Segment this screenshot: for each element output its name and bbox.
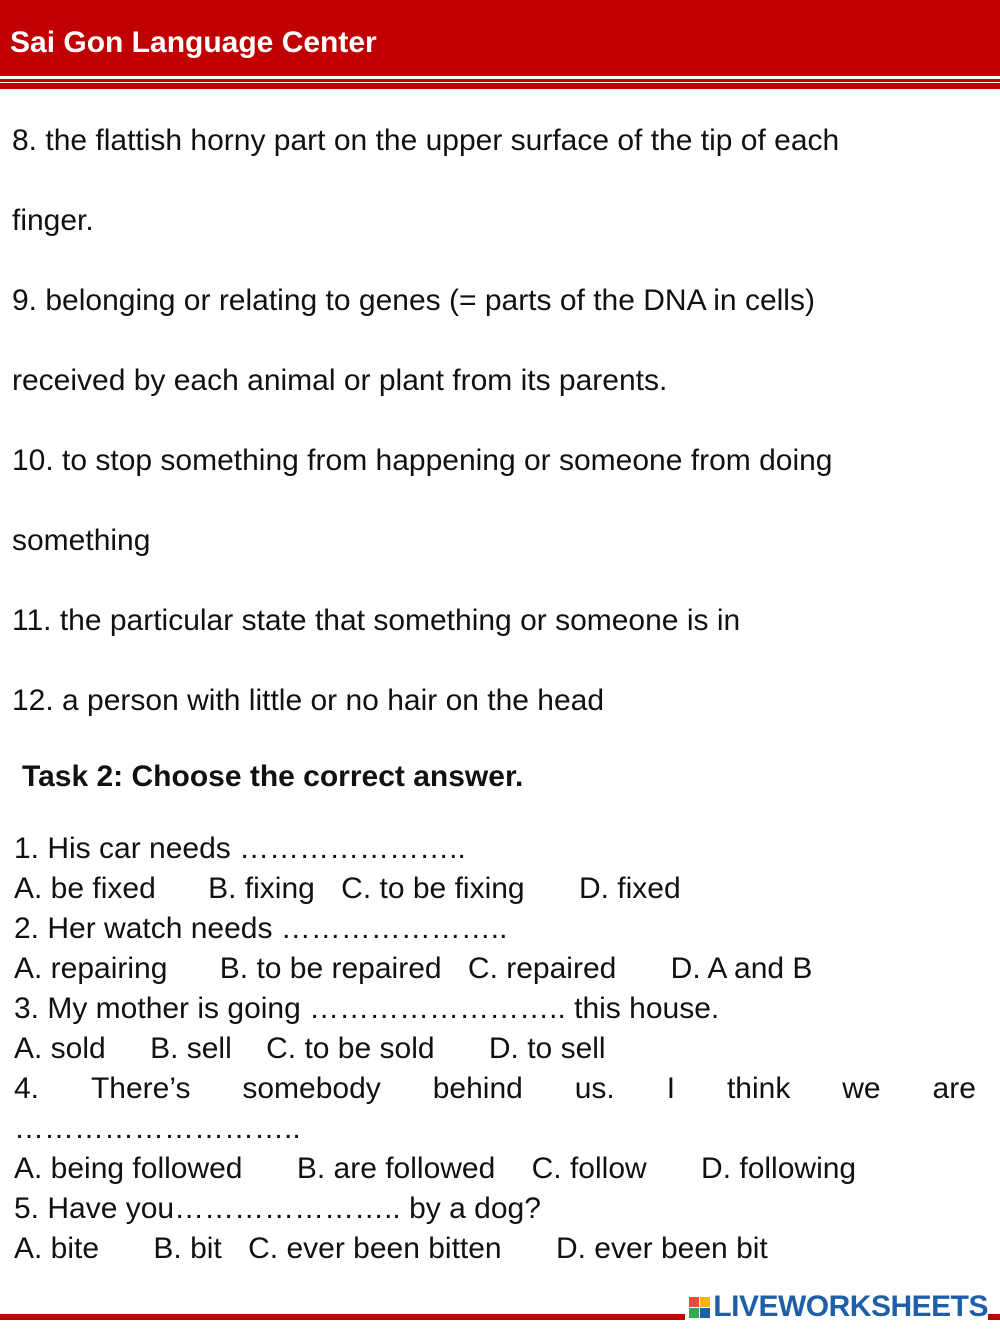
option-d[interactable]: D. ever been bit bbox=[555, 1232, 768, 1265]
option-b[interactable]: B. bit bbox=[153, 1232, 222, 1265]
definition-line: 8. the flattish horny part on the upper surface of the tip of each bbox=[12, 124, 840, 157]
liveworksheets-logo-icon bbox=[689, 1297, 710, 1318]
option-d[interactable]: D. following bbox=[701, 1152, 857, 1185]
liveworksheets-logo bbox=[685, 1290, 988, 1324]
question-2-options bbox=[14, 952, 812, 986]
option-b[interactable]: B. are followed bbox=[296, 1152, 496, 1185]
option-c[interactable]: C. to be fixing bbox=[341, 872, 525, 905]
definition-line: 12. a person with little or no hair on the head bbox=[12, 684, 605, 717]
option-b[interactable]: B. fixing bbox=[208, 872, 315, 905]
definition-line: finger. bbox=[12, 204, 94, 237]
definition-line: received by each animal or plant from its parents. bbox=[12, 364, 668, 397]
header-title: Sai Gon Language Center bbox=[10, 26, 377, 59]
question-3-options bbox=[14, 1032, 606, 1066]
option-a[interactable]: A. be fixed bbox=[14, 872, 156, 905]
header-rule-thin bbox=[0, 79, 1000, 82]
definition-line: 11. the particular state that something or someone is in bbox=[12, 604, 741, 637]
header-bar bbox=[0, 0, 1000, 76]
stem-word: behind bbox=[432, 1072, 523, 1105]
stem-word: are bbox=[932, 1072, 976, 1105]
question-5-options bbox=[14, 1232, 768, 1266]
option-a[interactable]: A. being followed bbox=[14, 1152, 243, 1185]
option-d[interactable]: D. A and B bbox=[670, 952, 813, 985]
question-1-stem: 1. His car needs ………………….. bbox=[14, 832, 466, 865]
option-c[interactable]: C. follow bbox=[531, 1152, 647, 1185]
logo-text: LIVEWORKSHEETS bbox=[713, 1290, 988, 1323]
stem-word: think bbox=[726, 1072, 791, 1105]
question-1-options bbox=[14, 872, 681, 906]
task2-title: Task 2: Choose the correct answer. bbox=[22, 760, 524, 793]
option-a[interactable]: A. repairing bbox=[14, 952, 168, 985]
definition-line: something bbox=[12, 524, 151, 557]
option-b[interactable]: B. to be repaired bbox=[219, 952, 442, 985]
header-rule-thick bbox=[0, 83, 1000, 89]
definition-line: 9. belonging or relating to genes (= parts of the DNA in cells) bbox=[12, 284, 815, 317]
question-4-blank: ……………………….. bbox=[14, 1112, 301, 1145]
option-a[interactable]: A. sold bbox=[14, 1032, 106, 1065]
option-c[interactable]: C. ever been bitten bbox=[248, 1232, 502, 1265]
question-2-stem: 2. Her watch needs ………………….. bbox=[14, 912, 508, 945]
question-4-stem bbox=[14, 1072, 976, 1106]
option-d[interactable]: D. fixed bbox=[578, 872, 681, 905]
option-c[interactable]: C. repaired bbox=[467, 952, 617, 985]
option-d[interactable]: D. to sell bbox=[488, 1032, 606, 1065]
stem-word: us. bbox=[574, 1072, 615, 1105]
question-5-stem: 5. Have you………………….. by a dog? bbox=[14, 1192, 541, 1225]
stem-word: we bbox=[842, 1072, 881, 1105]
stem-word: somebody bbox=[242, 1072, 381, 1105]
question-4-options bbox=[14, 1152, 856, 1186]
question-3-stem: 3. My mother is going …………………….. this house. bbox=[14, 992, 720, 1025]
option-c[interactable]: C. to be sold bbox=[266, 1032, 435, 1065]
stem-word: There’s bbox=[90, 1072, 191, 1105]
stem-word: 4. bbox=[14, 1072, 40, 1105]
option-a[interactable]: A. bite bbox=[14, 1232, 100, 1265]
stem-word: I bbox=[666, 1072, 676, 1105]
option-b[interactable]: B. sell bbox=[150, 1032, 232, 1065]
definition-line: 10. to stop something from happening or someone from doing bbox=[12, 444, 833, 477]
